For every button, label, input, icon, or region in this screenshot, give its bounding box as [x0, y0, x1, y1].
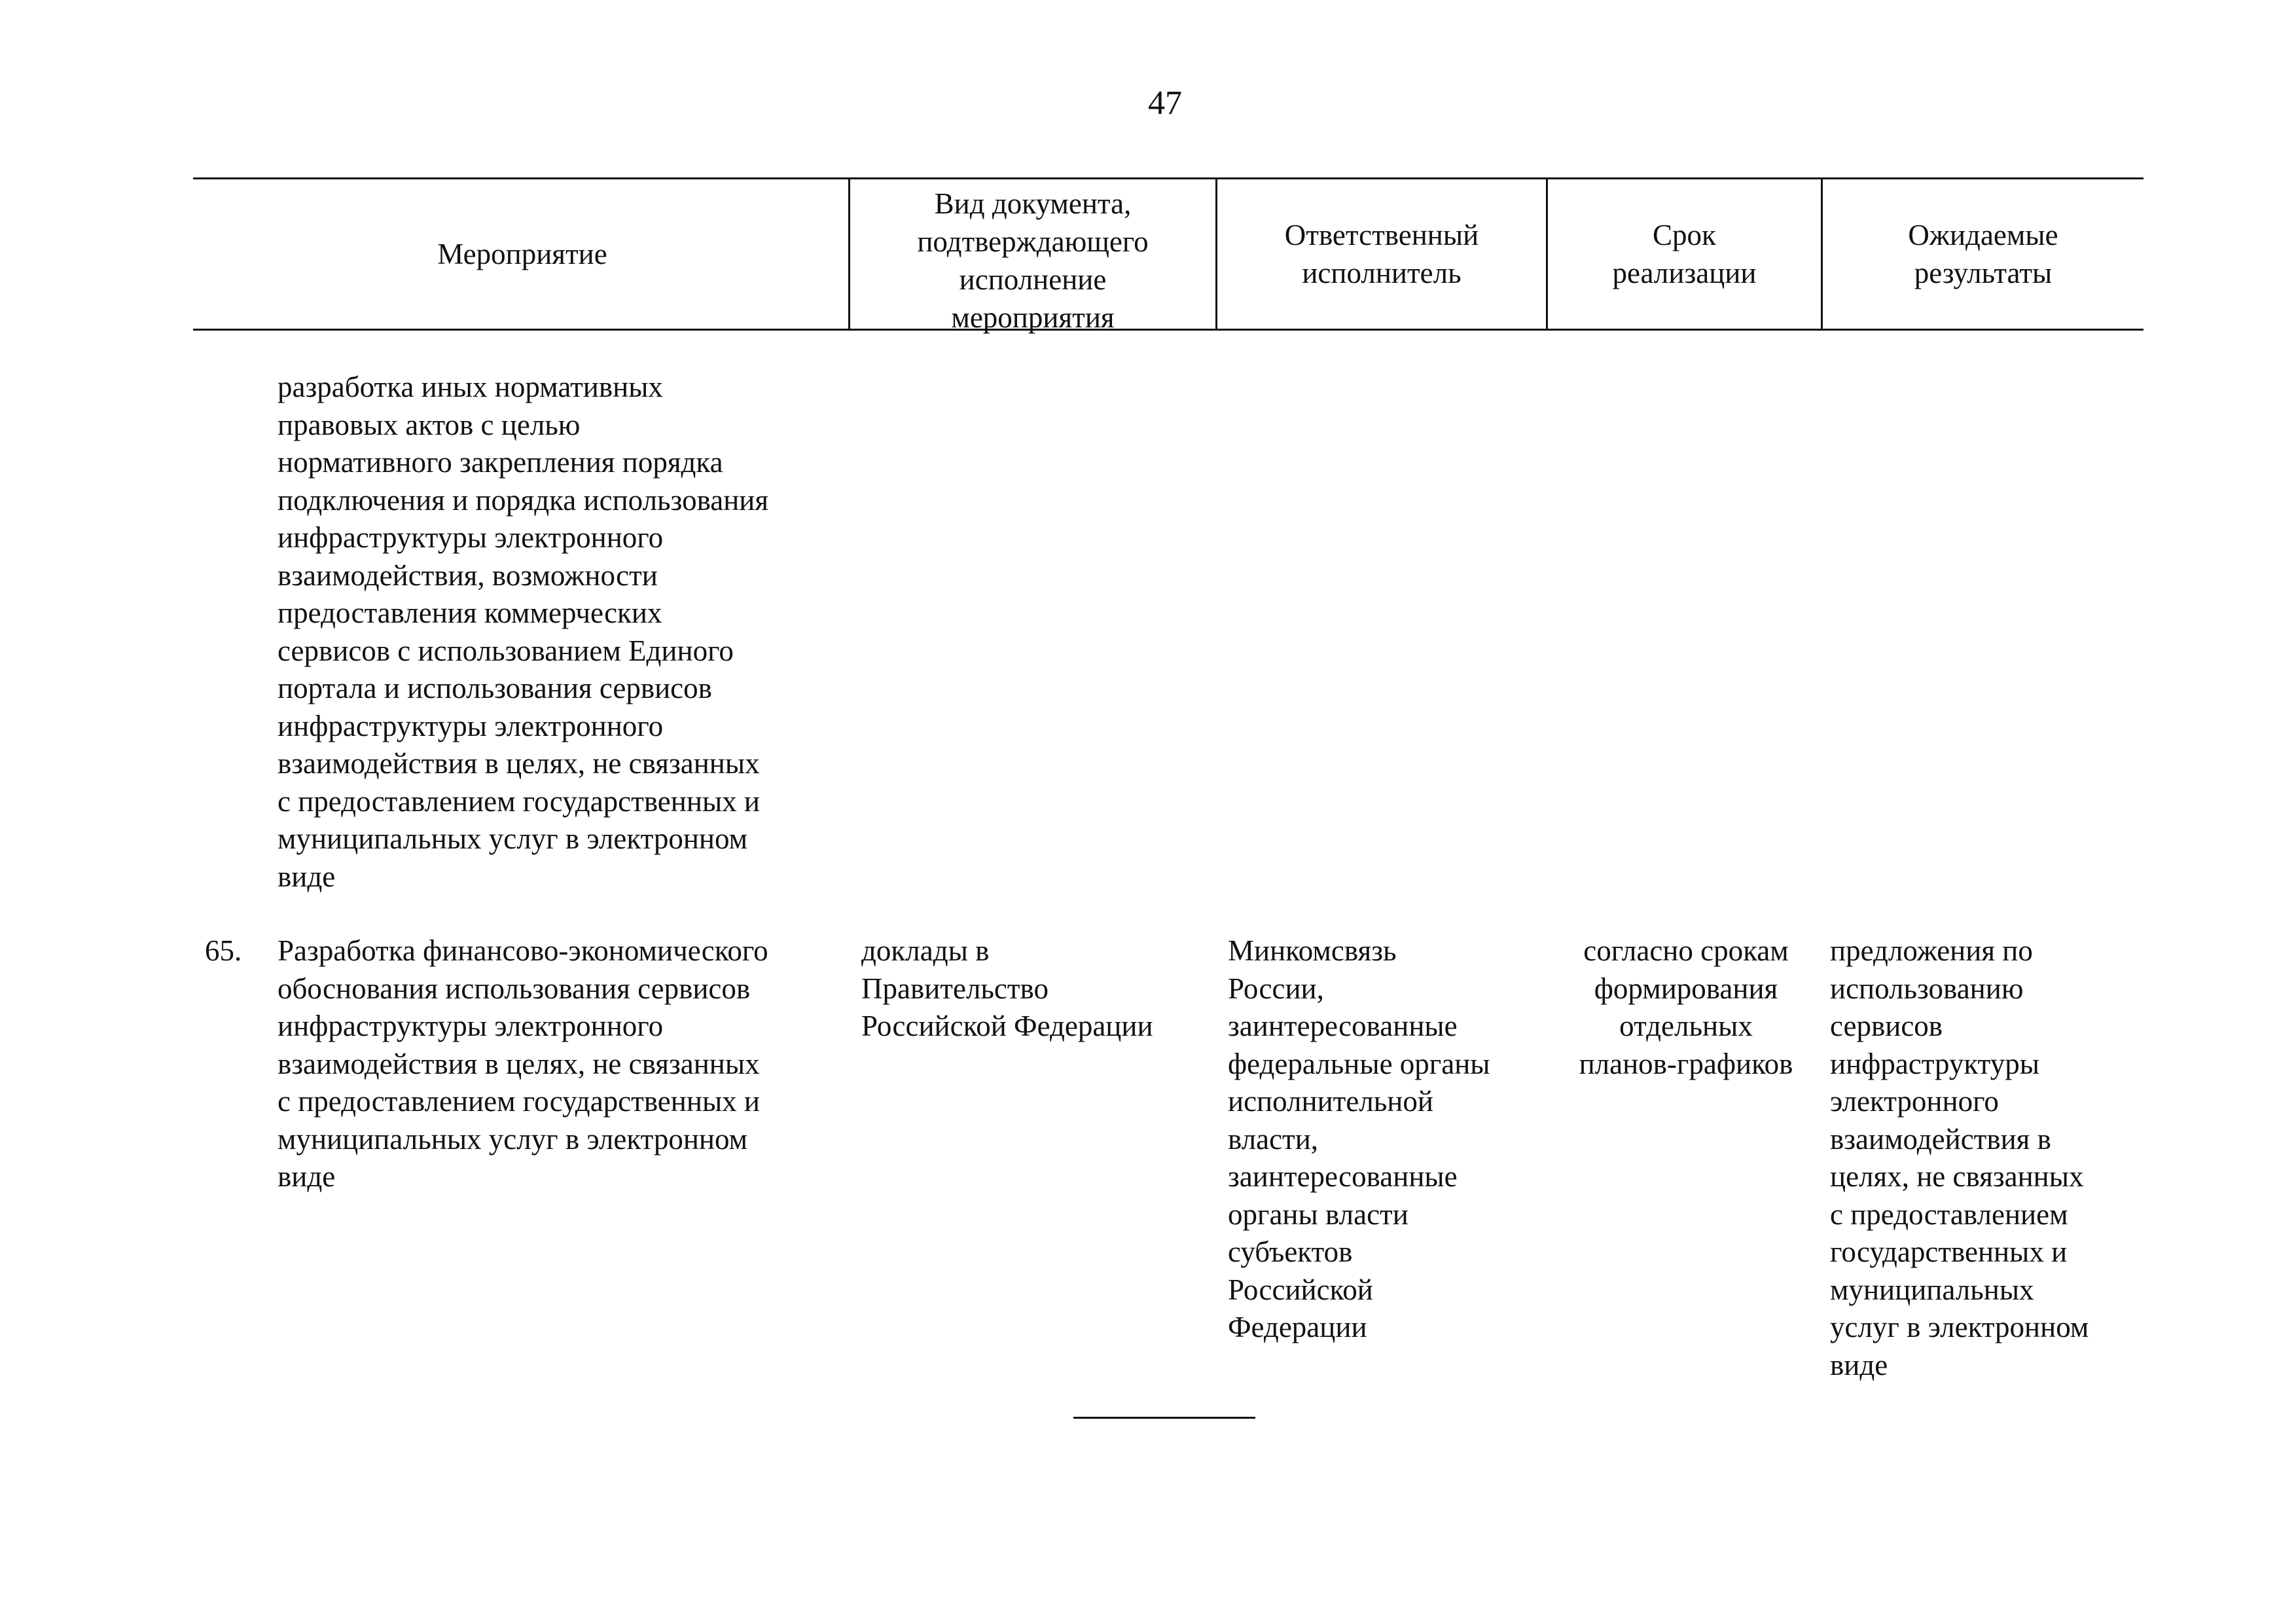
row-measure: Разработка финансово-экономического обоснования использования сервисов инфраструктуры электронного взаимодействия в целях, не связанных с предоставлением государственных и муниципальных услуг в электронном виде	[278, 934, 768, 1193]
end-rule	[1073, 1417, 1255, 1419]
header-bottom-rule	[193, 329, 2144, 331]
header-results	[1823, 179, 2144, 329]
header-results-text: Ожидаемые результаты	[1908, 219, 2058, 289]
header-document-type-text: Вид документа, подтверждающего исполнение мероприятия	[917, 187, 1149, 334]
header-document-type	[850, 179, 1215, 334]
row-document: доклады в Правительство Российской Федерации	[861, 934, 1153, 1042]
header-deadline-text: Срок реализации	[1612, 219, 1757, 289]
page-number: 47	[1148, 84, 1182, 122]
header-measure: Мероприятие	[437, 238, 607, 270]
row-executor: Минкомсвязь России, заинтересованные федеральные органы исполнительной власти, заинтересованные органы власти субъектов Российской Федерации	[1228, 934, 1490, 1343]
row-results: предложения по использованию сервисов инфраструктуры электронного взаимодействия в целях, не связанных с предоставлением государственных и муниципальных услуг в электронном виде	[1830, 934, 2089, 1381]
row-number: 65.	[205, 934, 242, 967]
continuation-measure-text: разработка иных нормативных правовых актов с целью нормативного закрепления порядка подключения и порядка использования инфраструктуры электронного взаимодействия, возможности предоставления коммерческих сервисов с использованием Единого портала и использования сервисов инфраструктуры электронного взаимодействия в целях, не связанных с предоставлением государственных и муниципальных услуг в электронном виде	[278, 371, 769, 893]
header-executor-text: Ответственный исполнитель	[1284, 219, 1479, 289]
header-deadline	[1548, 179, 1821, 329]
header-executor	[1217, 179, 1546, 329]
row-deadline: согласно срокам формирования отдельных планов-графиков	[1579, 934, 1793, 1080]
